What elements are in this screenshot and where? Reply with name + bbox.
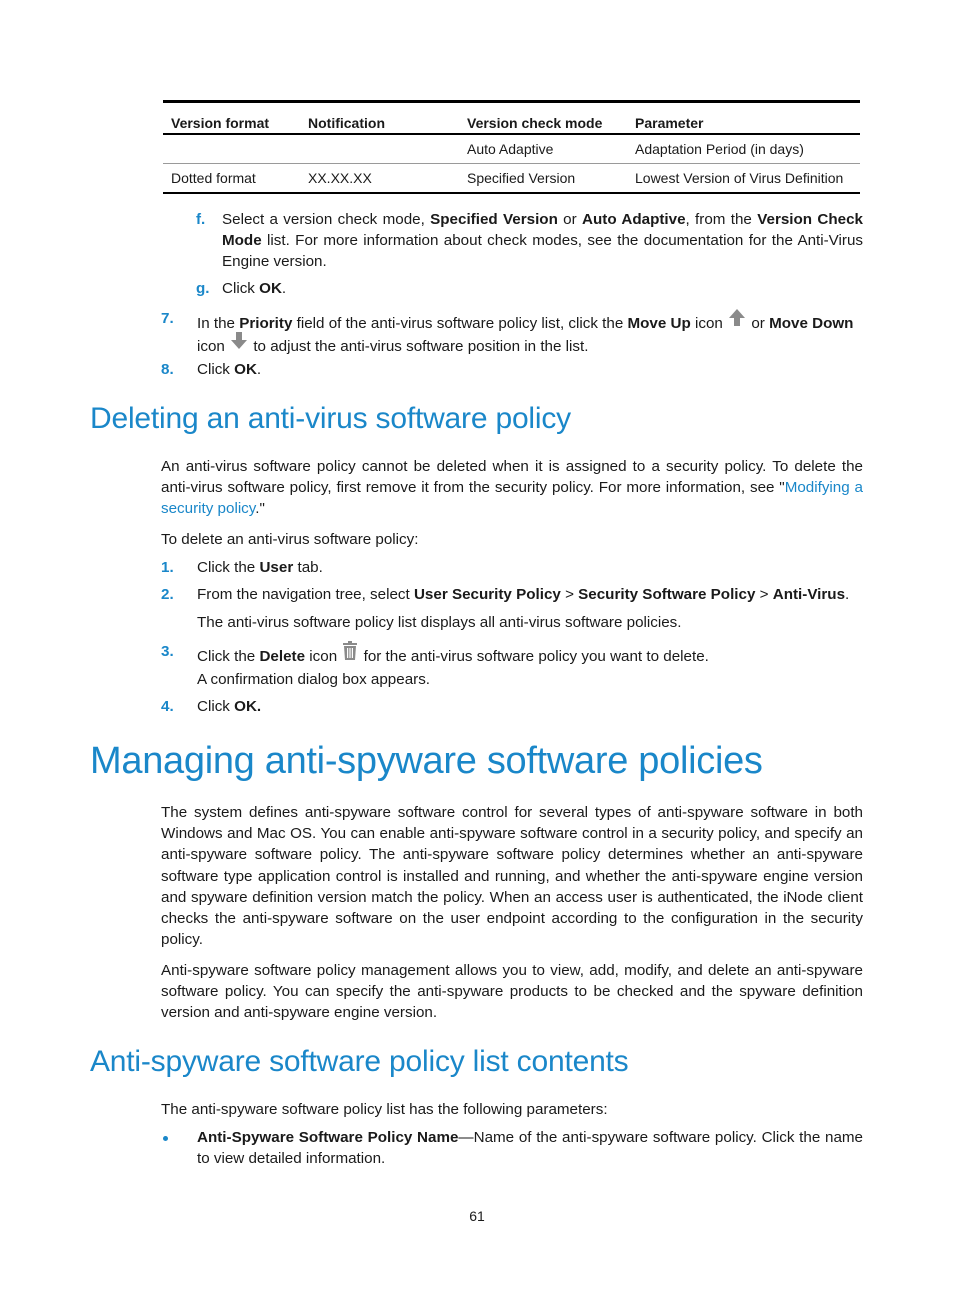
step-marker: 1.: [161, 559, 174, 576]
delete-intro-paragraph: [161, 456, 863, 520]
text-run: icon: [305, 648, 342, 665]
text-bold: OK.: [234, 698, 262, 715]
table-header-cell: Version format: [171, 115, 270, 131]
text-run: Click: [197, 361, 235, 378]
table-header-cell: Parameter: [635, 115, 704, 131]
table-cell: Adaptation Period (in days): [635, 141, 804, 157]
text-bold: Move Up: [627, 315, 691, 332]
bullet-item: [197, 1127, 863, 1169]
step-8-text: [197, 359, 261, 380]
delete-icon: [341, 641, 359, 661]
text-bold: User: [259, 559, 294, 576]
step-marker: 7.: [161, 310, 174, 327]
text-run: field of the anti-virus software policy list, click the: [292, 315, 628, 332]
text-run: From the navigation tree, select: [197, 586, 414, 603]
text-bold: User Security Policy: [413, 586, 561, 603]
table-cell: Specified Version: [467, 170, 576, 186]
delete-step-2: [197, 584, 849, 605]
table-row: [163, 134, 860, 164]
text-run: Click: [222, 280, 260, 297]
move-up-icon: [727, 308, 747, 328]
step-marker: 8.: [161, 361, 174, 378]
text-run: .: [256, 361, 262, 378]
chapter-heading: Managing anti-spyware software policies: [90, 740, 763, 782]
text-run: .": [255, 500, 265, 518]
text-run: Click the: [197, 559, 260, 576]
delete-step-3: [197, 641, 709, 667]
chapter-paragraph-1: The system defines anti-spyware software control for several types of anti-spyware software in both Windows and Mac OS. You can enable anti-spyware software control in a security policy, and specify an anti-spyware software policy. The anti-spyware software policy determines whether an anti-spyware software type application control is installed and running, and whether the anti-spyware engine version and spyware definition version match the policy. When an access user is authenticated, the iNode client checks the anti-spyware software on the user endpoint according to the configuration in the security policy.: [161, 804, 863, 949]
text-run: icon: [197, 338, 230, 355]
delete-step-1: [197, 557, 323, 578]
text-run: —Name of the anti-spyware software policy. Click the name to view detailed information.: [197, 1129, 863, 1168]
text-run: Click the: [197, 648, 260, 665]
table-cell: XX.XX.XX: [308, 170, 372, 186]
text-bold: Auto Adaptive: [582, 211, 686, 228]
step-7-line2: [197, 331, 588, 357]
modifying-security-policy-link[interactable]: Modifying a security policy: [161, 479, 863, 518]
step-g-text: [222, 278, 286, 299]
table-cell: Auto Adaptive: [467, 141, 554, 157]
delete-step-4: [197, 696, 261, 717]
text-run: >: [560, 586, 579, 603]
step-f-text: [222, 209, 863, 273]
move-down-icon: [229, 331, 249, 351]
text-run: , from the: [685, 211, 758, 228]
table-row: [163, 164, 860, 194]
step-marker: f.: [196, 211, 206, 228]
table-header-cell: Notification: [308, 115, 385, 131]
table-cell: [300, 134, 459, 164]
delete-lead: To delete an anti-virus software policy:: [161, 531, 419, 548]
text-run: Select a version check mode,: [222, 211, 431, 228]
step-marker: g.: [196, 280, 210, 297]
text-run: or: [557, 211, 583, 228]
table-cell: [163, 134, 300, 164]
text-bold: Security Software Policy: [578, 586, 756, 603]
version-format-table: [163, 100, 860, 194]
text-bold: OK: [259, 280, 282, 297]
step-marker: 4.: [161, 698, 174, 715]
table-cell: Dotted format: [171, 170, 256, 186]
chapter-paragraph-2: Anti-spyware software policy management allows you to view, add, modify, and delete an anti-spyware software policy. You can specify the anti-spyware products to be checked and the spyware definition version and anti-spyware engine version.: [161, 962, 863, 1022]
text-bold: Anti-Spyware Software Policy Name: [197, 1129, 459, 1146]
text-bold: Move Down: [769, 315, 854, 332]
delete-step-3-note: A confirmation dialog box appears.: [197, 671, 431, 688]
text-bold: Version Check Mode: [222, 211, 863, 250]
text-run: to adjust the anti-virus software position in the list.: [249, 338, 589, 355]
text-run: or: [747, 315, 770, 332]
table-cell: Lowest Version of Virus Definition: [635, 170, 844, 186]
bullet-icon: [163, 1136, 168, 1141]
step-marker: 2.: [161, 586, 174, 603]
text-run: In the: [197, 315, 240, 332]
step-marker: 3.: [161, 643, 174, 660]
page-number: 61: [469, 1208, 485, 1224]
text-bold: Specified Version: [430, 211, 558, 228]
section-heading-deleting: Deleting an anti-virus software policy: [90, 402, 571, 435]
text-bold: Anti-Virus: [772, 586, 846, 603]
text-run: list. For more information about check modes, see the documentation for the Anti-Virus Engine version.: [222, 232, 863, 271]
section-heading-list-contents: Anti-spyware software policy list contents: [90, 1045, 629, 1078]
text-run: icon: [690, 315, 728, 332]
text-run: .: [281, 280, 287, 297]
text-run: Click: [197, 698, 235, 715]
text-run: for the anti-virus software policy you want to delete.: [359, 648, 709, 665]
text-run: .: [845, 586, 850, 603]
text-bold: OK: [234, 361, 257, 378]
delete-step-2-note: The anti-virus software policy list displays all anti-virus software policies.: [197, 614, 682, 631]
list-lead: The anti-spyware software policy list has the following parameters:: [161, 1101, 608, 1118]
text-run: tab.: [293, 559, 323, 576]
text-run: >: [755, 586, 773, 603]
table-header-row: [163, 102, 860, 135]
text-bold: Delete: [259, 648, 306, 665]
text-bold: Priority: [239, 315, 293, 332]
text-run: An anti-virus software policy cannot be deleted when it is assigned to a security policy. To delete the anti-virus software policy, first remove it from the security policy. For more information, see ": [161, 458, 863, 497]
table-header-cell: Version check mode: [467, 115, 603, 131]
